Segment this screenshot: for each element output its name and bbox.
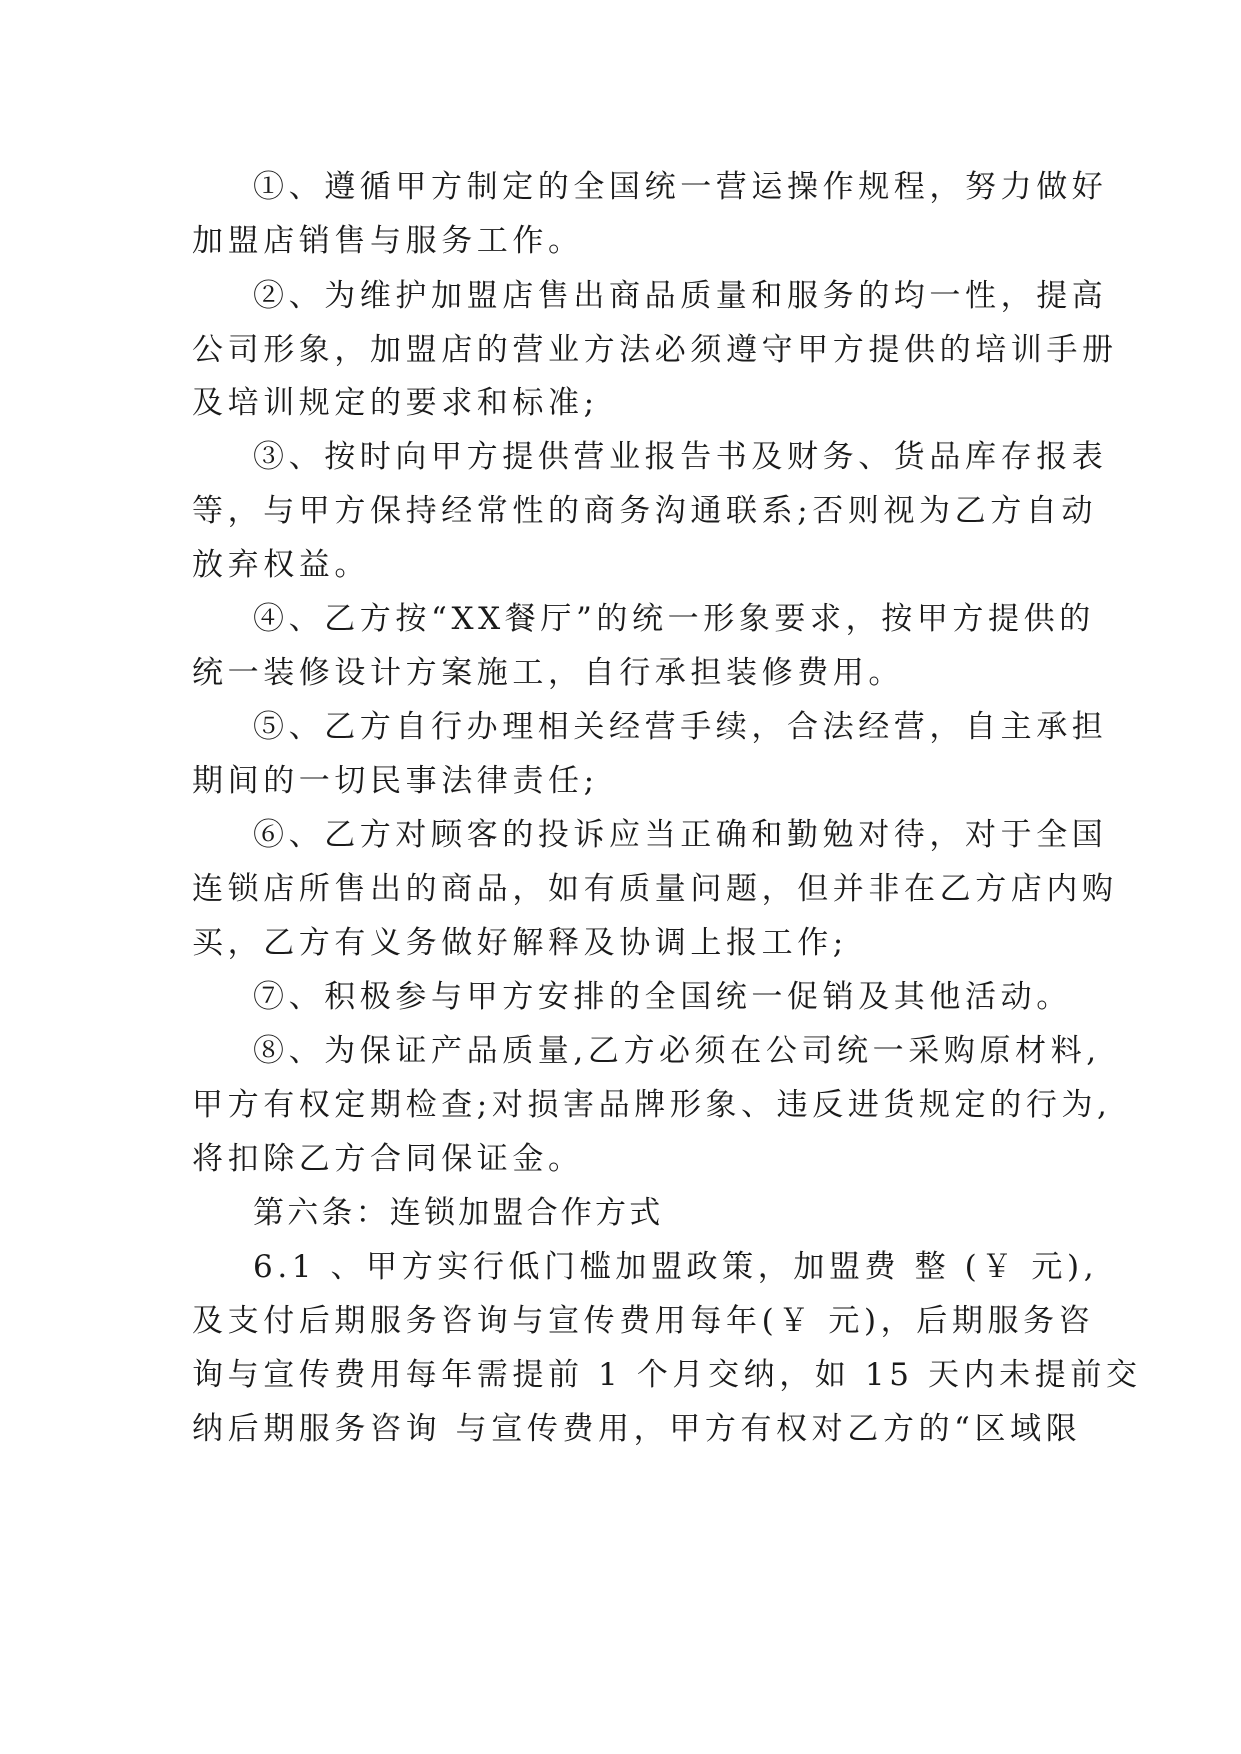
clause-1-line-1: ①、遵循甲方制定的全国统一营运操作规程，努力做好	[253, 169, 1108, 205]
clause-1-line-2: 加盟店销售与服务工作。	[192, 223, 584, 259]
clause-3-line-2: 等，与甲方保持经常性的商务沟通联系;否则视为乙方自动	[192, 493, 1098, 529]
clause-8-line-2: 甲方有权定期检查;对损害品牌形象、违反进货规定的行为,	[192, 1087, 1112, 1123]
clause-5-line-2: 期间的一切民事法律责任;	[192, 763, 599, 799]
clause-4-line-2: 统一装修设计方案施工，自行承担装修费用。	[192, 655, 904, 691]
section-heading-article-6: 第六条：连锁加盟合作方式	[253, 1195, 664, 1231]
clause-6-line-2: 连锁店所售出的商品，如有质量问题，但并非在乙方店内购	[192, 871, 1118, 907]
clause-3-line-3: 放弃权益。	[192, 547, 370, 583]
clause-6-line-1: ⑥、乙方对顾客的投诉应当正确和勤勉对待，对于全国	[253, 817, 1108, 853]
clause-6-1-line-3: 询与宣传费用每年需提前 1 个月交纳，如 15 天内未提前交	[192, 1357, 1142, 1393]
clause-2-line-2: 公司形象，加盟店的营业方法必须遵守甲方提供的培训手册	[192, 332, 1118, 368]
clause-4-line-1: ④、乙方按“XX餐厅”的统一形象要求，按甲方提供的	[253, 601, 1095, 637]
clause-8-line-3: 将扣除乙方合同保证金。	[192, 1141, 584, 1177]
clause-2-line-1: ②、为维护加盟店售出商品质量和服务的均一性，提高	[253, 278, 1108, 314]
clause-8-line-1: ⑧、为保证产品质量,乙方必须在公司统一采购原材料,	[253, 1033, 1101, 1069]
clause-3-line-1: ③、按时向甲方提供营业报告书及财务、货品库存报表	[253, 439, 1108, 475]
clause-6-1-line-4: 纳后期服务咨询 与宣传费用，甲方有权对乙方的“区域限	[192, 1411, 1082, 1447]
clause-7-line-1: ⑦、积极参与甲方安排的全国统一促销及其他活动。	[253, 979, 1072, 1015]
clause-5-line-1: ⑤、乙方自行办理相关经营手续，合法经营，自主承担	[253, 709, 1108, 745]
clause-2-line-3: 及培训规定的要求和标准;	[192, 385, 599, 421]
clause-6-line-3: 买，乙方有义务做好解释及协调上报工作;	[192, 925, 848, 961]
clause-6-1-line-1: 6.1 、甲方实行低门槛加盟政策，加盟费 整 (￥ 元),	[253, 1249, 1099, 1285]
clause-6-1-line-2: 及支付后期服务咨询与宣传费用每年(￥ 元)，后期服务咨	[192, 1303, 1095, 1339]
